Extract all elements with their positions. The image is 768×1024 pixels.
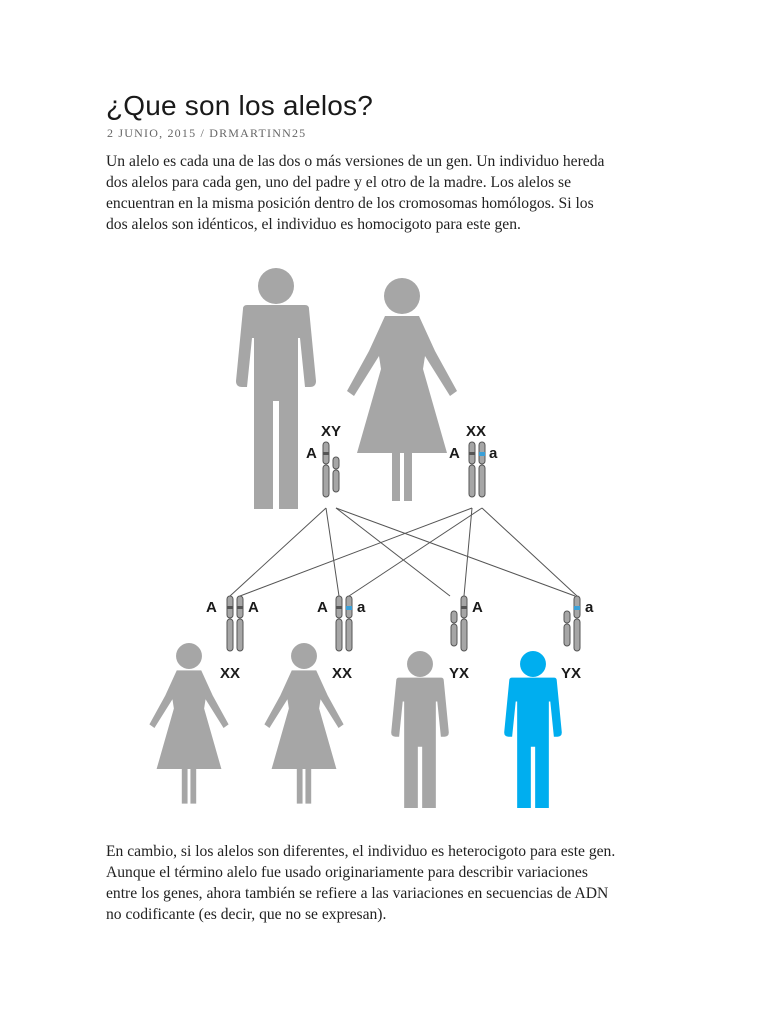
inheritance-figure: [120, 258, 600, 808]
child3-chromosomes: [451, 596, 467, 651]
child2-allele-right-label: a: [357, 599, 366, 616]
child2-chromosome-label: XX: [332, 665, 353, 682]
intro-paragraph: [106, 151, 666, 235]
child1-allele-left-label: A: [206, 599, 217, 616]
father-allele-label: A: [306, 445, 317, 462]
child2-chromosomes: [336, 596, 352, 651]
paragraph-line: Un alelo es cada una de las dos o más versiones de un gen. Un individuo hereda: [106, 153, 605, 170]
father-chromosome-label: XY: [321, 423, 342, 440]
child1-chromosomes: [227, 596, 243, 651]
paragraph-line: Aunque el término alelo fue usado originariamente para describir variaciones: [106, 864, 588, 881]
child3-chromosome-label: YX: [449, 665, 470, 682]
child1-chromosome-label: XX: [220, 665, 241, 682]
father-chromosomes: [323, 442, 339, 497]
post-meta[interactable]: 2 JUNIO, 2015 / DRMARTINN25: [107, 126, 307, 140]
child1-allele-right-label: A: [248, 599, 259, 616]
paragraph-line: entre los genes, ahora también se refiere a las variaciones en secuencias de ADN: [106, 885, 609, 902]
closing-paragraph: [106, 841, 666, 925]
child3-allele-right-label: A: [472, 599, 483, 616]
paragraph-line: encuentran en la misma posición dentro de los cromosomas homólogos. Si los: [106, 195, 594, 212]
mother-chromosomes: [469, 442, 485, 497]
paragraph-line: dos alelos para cada gen, uno del padre y el otro de la madre. Los alelos se: [106, 174, 572, 191]
inheritance-lines: [230, 508, 577, 596]
post-title: ¿Que son los alelos?: [106, 90, 374, 121]
child4-figure: [504, 651, 562, 808]
child3-figure: [391, 651, 449, 808]
mother-chromosome-label: XX: [466, 423, 487, 440]
mother-allele-right-label: a: [489, 445, 498, 462]
child4-allele-right-label: a: [585, 599, 594, 616]
child4-chromosome-label: YX: [561, 665, 582, 682]
mother-figure: [347, 278, 457, 501]
paragraph-line: En cambio, si los alelos son diferentes, el individuo es heterocigoto para este gen.: [106, 843, 616, 860]
paragraph-line: dos alelos son idénticos, el individuo es homocigoto para este gen.: [106, 216, 521, 233]
mother-allele-left-label: A: [449, 445, 460, 462]
child1-figure: [149, 643, 228, 804]
child4-chromosomes: [564, 596, 580, 651]
child2-allele-left-label: A: [317, 599, 328, 616]
father-figure: [236, 268, 316, 509]
paragraph-line: no codificante (es decir, que no se expresan).: [106, 906, 387, 923]
